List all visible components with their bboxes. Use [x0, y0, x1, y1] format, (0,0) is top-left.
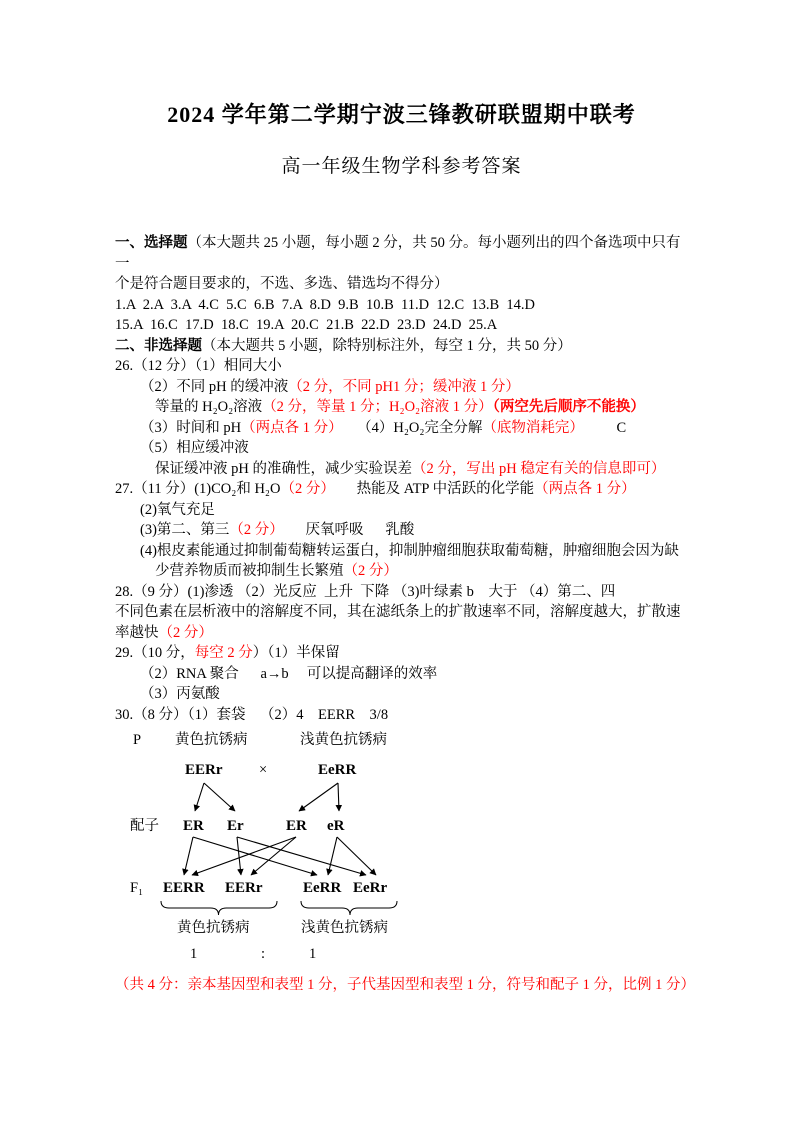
f1-genotype-3: EeRR [303, 880, 342, 896]
p-generation-label: P [133, 732, 142, 748]
answer-line [115, 602, 688, 623]
text-segment: 28.（9 分）(1)渗透 （2）光反应 上升 下降 （3)叶绿素 b 大于 （4）第二、四 [115, 583, 616, 600]
text-segment: 一、选择题 [115, 235, 188, 251]
f1-genotype-1: EERR [163, 880, 205, 896]
text-segment: 不同色素在层析液中的溶解度不同，其在滤纸条上的扩散速率不同，溶解度越大，扩散速 [115, 604, 681, 620]
text-segment: 15.A 16.C 17.D 18.C 19.A 20.C 21.B 22.D 23.D 24.D 25.A [115, 317, 498, 333]
parent-genotype-right: EeRR [318, 762, 357, 778]
answer-line [115, 459, 688, 480]
text-segment: (3)第二、第三 [140, 522, 230, 538]
gamete-to-f1-arrows [184, 837, 376, 875]
text-segment: （本大题共 25 小题，每小题 2 分，共 50 分。每小题列出的四个备选项中只有 一 [115, 235, 685, 272]
answer-line [115, 541, 688, 562]
answer-line [115, 233, 688, 274]
answer-line [115, 377, 688, 398]
parent-to-gamete-arrows [195, 783, 339, 811]
gamete-4: eR [327, 818, 345, 834]
answer-line [115, 397, 688, 418]
answer-line [115, 561, 688, 582]
ratio-left-value: 1 [190, 946, 198, 962]
text-segment: 二、非选择题 [115, 337, 202, 354]
text-segment: 每空 2 分 [194, 645, 253, 661]
f1-phenotype-left: 黄色抗锈病 [177, 920, 250, 936]
f1-genotype-4: EeRr [353, 880, 388, 896]
text-segment: 厌氧呼吸 乳酸 [283, 522, 415, 538]
f1-label: F₁ [130, 880, 144, 896]
answer-line [115, 438, 688, 459]
f1-genotype-2: EERr [225, 880, 263, 896]
document-title: 2024 学年第二学期宁波三锋教研联盟期中联考 [167, 102, 636, 127]
text-segment: （两点各 1 分） [534, 481, 636, 497]
document-subtitle: 高一年级生物学科参考答案 [281, 156, 522, 177]
answer-line [115, 643, 688, 664]
answer-line [115, 623, 688, 644]
phenotype-braces [161, 901, 397, 915]
text-segment: 率越快 [115, 624, 159, 641]
gamete-3: ER [286, 818, 307, 834]
answer-body [115, 233, 688, 725]
answer-line [115, 356, 688, 377]
text-segment: 26.（12 分）（1）相同大小 [115, 358, 282, 374]
text-segment: （2）不同 pH 的缓冲液 [140, 378, 289, 395]
text-segment: （2 分，等量 1 分；H₂O₂溶液 1 分） [262, 399, 493, 415]
answer-line [115, 582, 688, 603]
text-segment: （3）丙氨酸 [140, 686, 220, 702]
parent-genotype-left: EERr [185, 762, 223, 778]
text-segment: （本大题共 5 小题，除特别标注外，每空 1 分，共 50 分） [202, 337, 572, 354]
text-segment: ）（1）半保留 [252, 645, 340, 661]
text-segment: C [583, 419, 627, 436]
text-segment: （5）相应缓冲液 [140, 440, 249, 456]
genetic-cross-diagram [115, 731, 688, 971]
answer-line [115, 664, 688, 685]
text-segment: （2 分，写出 pH 稳定有关的信息即可） [411, 460, 666, 477]
text-segment: 个是符合题目要求的，不选、多选、错选均不得分） [115, 276, 449, 292]
text-segment: （2）RNA 聚合 a→b 可以提高翻译的效率 [140, 665, 438, 682]
answer-line [115, 684, 688, 705]
answer-line [115, 418, 688, 439]
gamete-2: Er [227, 818, 244, 834]
text-segment: 热能及 ATP 中活跃的化学能 [334, 481, 535, 497]
answer-line [115, 500, 688, 521]
text-segment: 保证缓冲液 pH 的准确性，减少实验误差 [155, 460, 412, 477]
gametes-label: 配子 [130, 818, 159, 834]
text-segment: （两点各 1 分） [241, 419, 343, 436]
answer-line [115, 295, 688, 316]
answer-line [115, 336, 688, 357]
answer-line [115, 274, 688, 295]
text-segment: (4)根皮素能通过抑制葡萄糖转运蛋白，抑制肿瘤细胞获取葡萄糖，肿瘤细胞会因为缺 [140, 542, 679, 559]
answer-line [115, 479, 688, 500]
p-phenotype-left: 黄色抗锈病 [175, 732, 248, 748]
text-segment: （2 分） [343, 563, 398, 579]
scoring-note: （共 4 分：亲本基因型和表型 1 分，子代基因型和表型 1 分，符号和配子 1 分，比例 1 分） [115, 977, 695, 993]
text-segment: （2 分） [158, 624, 213, 641]
answer-line [115, 705, 688, 726]
text-segment: （底物消耗完） [482, 419, 584, 436]
text-segment: (2)氧气充足 [140, 501, 215, 518]
text-segment: （3）时间和 pH [140, 419, 242, 436]
gamete-1: ER [183, 818, 204, 834]
p-phenotype-right: 浅黄色抗锈病 [300, 732, 387, 748]
text-segment: 27.（11 分）(1)CO₂和 H₂O [115, 481, 281, 497]
text-segment: 29.（10 分， [115, 645, 195, 661]
cross-symbol: × [259, 762, 268, 778]
text-segment: （4）H₂O₂完全分解 [342, 419, 483, 436]
text-segment: （2 分） [280, 481, 335, 497]
text-segment: 30.（8 分）（1）套袋 （2）4 EERR 3/8 [115, 706, 389, 723]
text-segment: 少营养物质而被抑制生长繁殖 [155, 563, 344, 579]
text-segment: 等量的 H₂O₂溶液 [155, 399, 263, 415]
answer-line [115, 315, 688, 336]
text-segment: （2 分，不同 pH1 分；缓冲液 1 分） [288, 378, 520, 395]
text-segment: （两空先后顺序不能换） [492, 399, 645, 415]
ratio-right-value: 1 [309, 946, 317, 962]
f1-phenotype-right: 浅黄色抗锈病 [301, 920, 388, 936]
text-segment: （2 分） [229, 522, 284, 538]
text-segment: 1.A 2.A 3.A 4.C 5.C 6.B 7.A 8.D 9.B 10.B 11.D 12.C 13.B 14.D [115, 296, 536, 313]
ratio-colon: : [261, 946, 266, 962]
answer-line [115, 520, 688, 541]
